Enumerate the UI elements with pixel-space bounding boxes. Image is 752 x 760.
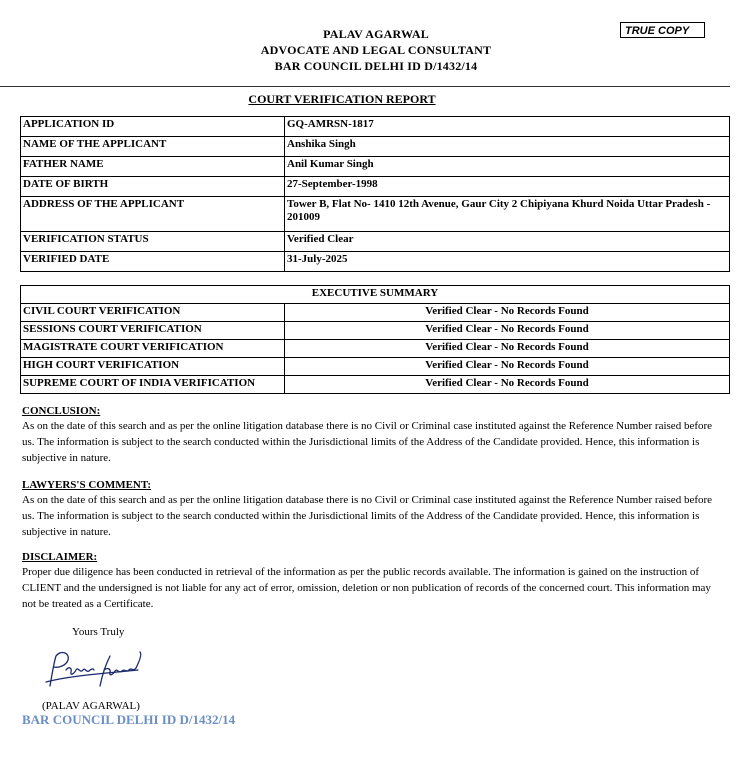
table-row [21,340,730,358]
row-label: HIGH COURT VERIFICATION [21,358,285,376]
advocate-name: PALAV AGARWAL [323,27,429,41]
row-label: DATE OF BIRTH [21,177,285,197]
row-value: Verified Clear - No Records Found [285,376,730,394]
row-value: Verified Clear - No Records Found [285,304,730,322]
row-value: Verified Clear - No Records Found [285,358,730,376]
table-row [21,232,730,252]
table-row [21,252,730,272]
row-value: Verified Clear [285,232,730,252]
table-row [21,304,730,322]
row-label: VERIFICATION STATUS [21,232,285,252]
row-value: 27-September-1998 [285,177,730,197]
table-row [21,117,730,137]
report-title: COURT VERIFICATION REPORT [248,92,436,106]
table-row [21,137,730,157]
disclaimer-text: Proper due diligence has been conducted in retrieval of the information as per the public records available. The information is gained on the instruction of CLIENT and the undersigned is not liable for any act of error, omission, deletion or non publication of records of the concerned court. This information may not be treated as a Certificate. [22,566,711,610]
table-row [21,197,730,232]
row-label: FATHER NAME [21,157,285,177]
conclusion-heading: CONCLUSION: [22,405,101,417]
disclaimer-heading: DISCLAIMER: [22,551,98,563]
lawyers-comment-text: As on the date of this search and as per the online litigation database there is no Civil or Criminal case instituted against the Reference Number raised before us. The information is subject to the search conducted within the Jurisdictional limits of the Address of the Candidate provided. Hence, this information is subjective in nature. [22,494,713,538]
row-label: SESSIONS COURT VERIFICATION [21,322,285,340]
row-value: Anil Kumar Singh [285,157,730,177]
row-label: CIVIL COURT VERIFICATION [21,304,285,322]
conclusion-text: As on the date of this search and as per the online litigation database there is no Civil or Criminal case instituted against the Reference Number raised before us. The information is subject to the search conducted within the Jurisdictional limits of the Address of the Candidate provided. Hence, this information is subjective in nature. [22,420,713,464]
row-value: 31-July-2025 [285,252,730,272]
table-row [21,358,730,376]
executive-summary-table [20,285,730,394]
table-row [21,157,730,177]
row-value: Verified Clear - No Records Found [285,322,730,340]
true-copy-stamp: TRUE COPY [620,22,705,38]
row-label: APPLICATION ID [21,117,285,137]
lawyers-comment-heading: LAWYERS'S COMMENT: [22,479,152,491]
table-row [21,376,730,394]
yours-truly: Yours Truly [72,626,125,638]
row-value: Anshika Singh [285,137,730,157]
summary-heading: EXECUTIVE SUMMARY [21,286,730,304]
conclusion-section [22,404,722,466]
disclaimer-section [22,550,722,612]
table-row [21,177,730,197]
table-row [21,322,730,340]
row-value: Verified Clear - No Records Found [285,340,730,358]
signer-name: (PALAV AGARWAL) [42,700,140,712]
row-label: SUPREME COURT OF INDIA VERIFICATION [21,376,285,394]
table-header-row [21,286,730,304]
header-divider [0,86,730,87]
row-label: MAGISTRATE COURT VERIFICATION [21,340,285,358]
bar-council-id-footer: BAR COUNCIL DELHI ID D/1432/14 [22,712,236,727]
signature-image [38,646,148,696]
applicant-details-table [20,116,730,272]
row-label: NAME OF THE APPLICANT [21,137,285,157]
row-label: VERIFIED DATE [21,252,285,272]
row-label: ADDRESS OF THE APPLICANT [21,197,285,232]
bar-council-id: BAR COUNCIL DELHI ID D/1432/14 [274,59,478,73]
row-value: Tower B, Flat No- 1410 12th Avenue, Gaur City 2 Chipiyana Khurd Noida Uttar Pradesh - 201009 [285,197,730,232]
row-value: GQ-AMRSN-1817 [285,117,730,137]
advocate-title: ADVOCATE AND LEGAL CONSULTANT [260,43,492,57]
lawyers-comment-section [22,478,722,540]
